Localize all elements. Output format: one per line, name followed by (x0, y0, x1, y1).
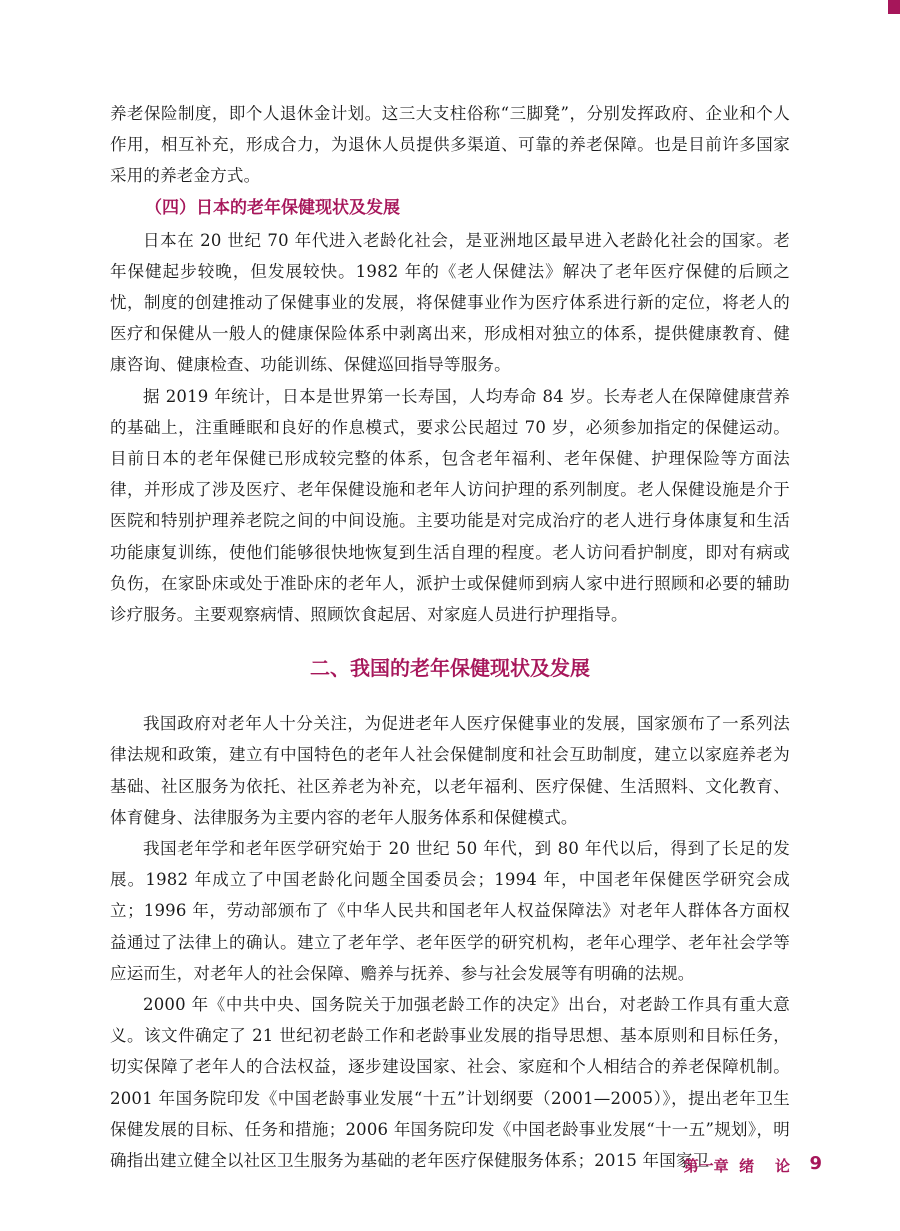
page-body (110, 98, 790, 1176)
page-footer (0, 1155, 900, 1175)
paragraph-japan-1: 日本在 20 世纪 70 年代进入老龄化社会，是亚洲地区最早进入老龄化社会的国家。老年保健起步较晚，但发展较快。1982 年的《老人保健法》解决了老年医疗保健的后顾之忧，制度的创建推动了保健事业的发展，将保健事业作为医疗体系进行新的定位，将老人的医疗和保健从一般人的健康保险体系中剥离出来，形成相对独立的体系，提供健康教育、健康咨询、健康检查、功能训练、保健巡回指导等服务。 (110, 230, 790, 375)
paragraph-japan-2: 据 2019 年统计，日本是世界第一长寿国，人均寿命 84 岁。长寿老人在保障健康营养的基础上，注重睡眠和良好的作息模式，要求公民超过 70 岁，必须参加指定的保健运动。目前日本的老年保健已形成较完整的体系，包含老年福利、老年保健、护理保险等方面法律，并形成了涉及医疗、老年保健设施和老年人访问护理的系列制度。老人保健设施是介于医院和特别护理养老院之间的中间设施。主要功能是对完成治疗的老人进行身体康复和生活功能康复训练，使他们能够很快地恢复到生活自理的程度。老人访问看护制度，即对有病或负伤，在家卧床或处于准卧床的老年人，派护士或保健师到病人家中进行照顾和必要的辅助诊疗服务。主要观察病情、照顾饮食起居、对家庭人员进行护理指导。 (110, 386, 790, 625)
paragraph-china-3: 2000 年《中共中央、国务院关于加强老龄工作的决定》出台，对老龄工作具有重大意义。该文件确定了 21 世纪初老龄工作和老龄事业发展的指导思想、基本原则和目标任务，切实保障了老年人的合法权益，逐步建设国家、社会、家庭和个人相结合的养老保障机制。2001 年国务院印发《中国老龄事业发展“十五”计划纲要（2001—2005）》，提出老年卫生保健发展的目标、任务和措施；2006 年国务院印发《中国老龄事业发展“十一五”规划》，明确指出建立健全以社区卫生服务为基础的老年医疗保健服务体系；2015 年国家卫 (110, 995, 790, 1171)
footer-chapter-title: 第一章 绪 论 (683, 1157, 790, 1175)
paragraph-pension-intro: 养老保险制度，即个人退休金计划。这三大支柱俗称“三脚凳”，分别发挥政府、企业和个人作用，相互补充，形成合力，为退休人员提供多渠道、可靠的养老保障。也是目前许多国家采用的养老金方式。 (110, 104, 790, 186)
corner-tab (888, 0, 900, 14)
page-number: 9 (809, 1153, 822, 1174)
subsection-heading-japan: （四）日本的老年保健现状及发展 (145, 197, 400, 218)
section-heading-china: 二、我国的老年保健现状及发展 (310, 656, 590, 681)
paragraph-china-2: 我国老年学和老年医学研究始于 20 世纪 50 年代，到 80 年代以后，得到了长足的发展。1982 年成立了中国老龄化问题全国委员会；1994 年，中国老年保健医学研究会成立；1996 年，劳动部颁布了《中华人民共和国老年人权益保障法》对老年人群体各方面权益通过了法律上的确认。建立了老年学、老年医学的研究机构，老年心理学、老年社会学等应运而生，对老年人的社会保障、赡养与抚养、参与社会发展等有明确的法规。 (110, 839, 790, 983)
paragraph-china-1: 我国政府对老年人十分关注，为促进老年人医疗保健事业的发展，国家颁布了一系列法律法规和政策，建立有中国特色的老年人社会保健制度和社会互助制度，建立以家庭养老为基础、社区服务为依托、社区养老为补充，以老年福利、医疗保健、生活照料、文化教育、体育健身、法律服务为主要内容的老年人服务体系和保健模式。 (110, 714, 790, 827)
